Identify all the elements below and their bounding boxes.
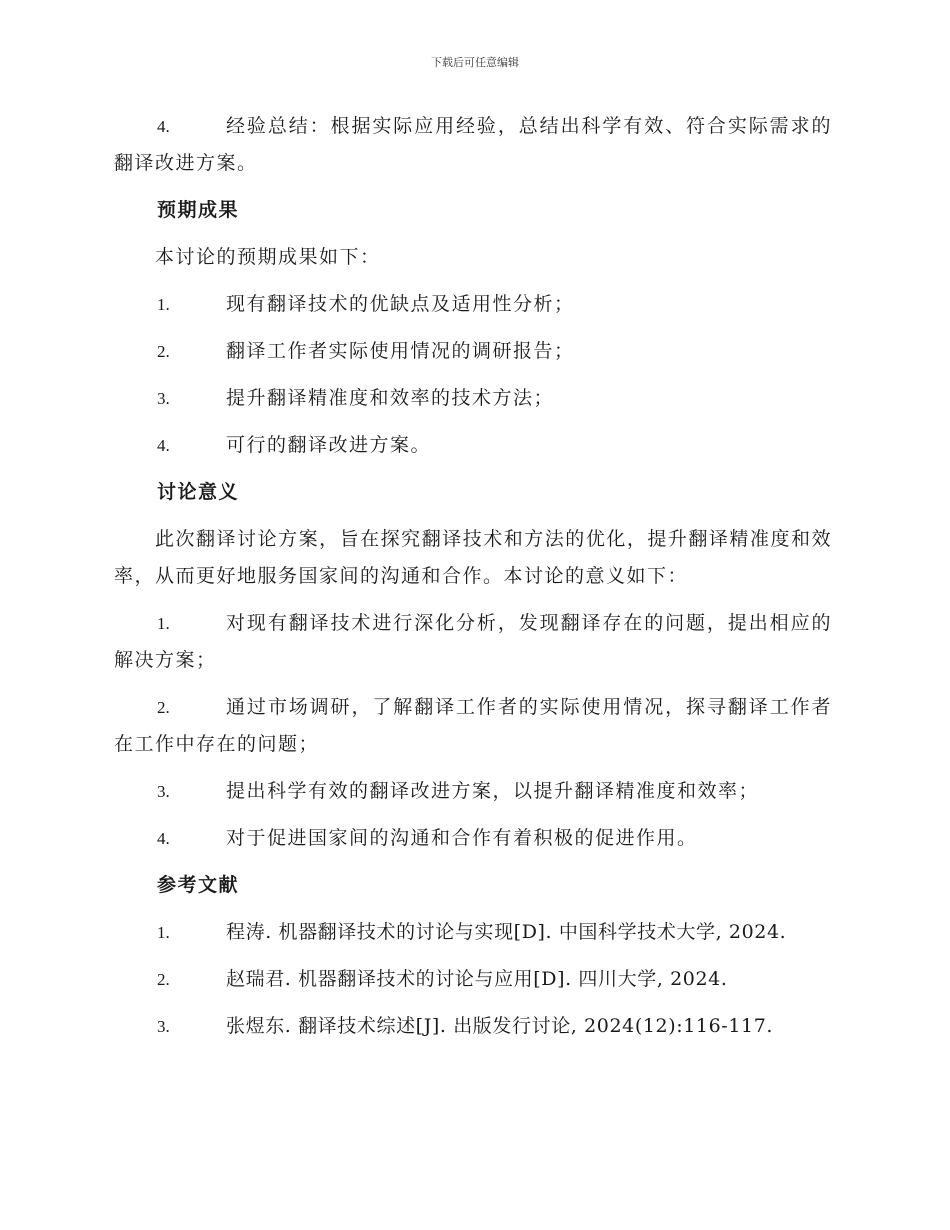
list-text: 经验总结：根据实际应用经验，总结出科学有效、符合实际需求的翻译改进方案。 xyxy=(114,115,832,174)
list-item xyxy=(114,820,832,857)
list-number: 2. xyxy=(157,698,170,717)
list-text: 提出科学有效的翻译改进方案，以提升翻译精准度和效率； xyxy=(226,780,760,802)
list-item xyxy=(114,427,832,464)
section-heading-references: 参考文献 xyxy=(157,874,240,896)
list-number: 2. xyxy=(157,342,170,361)
list-item xyxy=(114,605,832,679)
section-heading-expected: 预期成果 xyxy=(157,199,240,221)
list-number: 3. xyxy=(157,782,170,801)
section-heading-significance: 讨论意义 xyxy=(157,481,240,503)
reference-item xyxy=(114,914,832,951)
list-number: 1. xyxy=(157,923,170,942)
list-item xyxy=(114,773,832,810)
page-header: 下载后可任意编辑 xyxy=(431,56,519,69)
list-text: 通过市场调研，了解翻译工作者的实际使用情况，探寻翻译工作者在工作中存在的问题； xyxy=(114,696,832,755)
reference-text: 赵瑞君. 机器翻译技术的讨论与应用[D]. 四川大学, 2024. xyxy=(226,968,728,990)
list-text: 提升翻译精准度和效率的技术方法； xyxy=(226,387,555,409)
list-item xyxy=(114,380,832,417)
reference-text: 张煜东. 翻译技术综述[J]. 出版发行讨论, 2024(12):116-117. xyxy=(226,1015,774,1037)
section-intro: 此次翻译讨论方案，旨在探究翻译技术和方法的优化，提升翻译精准度和效率，从而更好地服务国家间的沟通和合作。本讨论的意义如下： xyxy=(114,528,832,587)
list-text: 对现有翻译技术进行深化分析，发现翻译存在的问题，提出相应的解决方案； xyxy=(114,612,832,671)
list-number: 4. xyxy=(157,829,170,848)
list-item xyxy=(114,286,832,323)
reference-text: 程涛. 机器翻译技术的讨论与实现[D]. 中国科学技术大学, 2024. xyxy=(226,921,787,943)
list-text: 现有翻译技术的优缺点及适用性分析； xyxy=(226,293,575,315)
list-number: 2. xyxy=(157,970,170,989)
list-item xyxy=(114,333,832,370)
list-number: 1. xyxy=(157,295,170,314)
list-number: 1. xyxy=(157,614,170,633)
list-text: 可行的翻译改进方案。 xyxy=(226,434,432,456)
list-text: 对于促进国家间的沟通和合作有着积极的促进作用。 xyxy=(226,827,698,849)
section-intro: 本讨论的预期成果如下： xyxy=(155,246,381,268)
list-number: 3. xyxy=(157,1017,170,1036)
reference-item xyxy=(114,1008,832,1045)
list-number: 4. xyxy=(157,117,170,136)
reference-item xyxy=(114,961,832,998)
list-text: 翻译工作者实际使用情况的调研报告； xyxy=(226,340,575,362)
list-number: 4. xyxy=(157,436,170,455)
list-item xyxy=(114,108,832,182)
list-item xyxy=(114,689,832,763)
list-number: 3. xyxy=(157,389,170,408)
document-body xyxy=(114,108,832,1045)
